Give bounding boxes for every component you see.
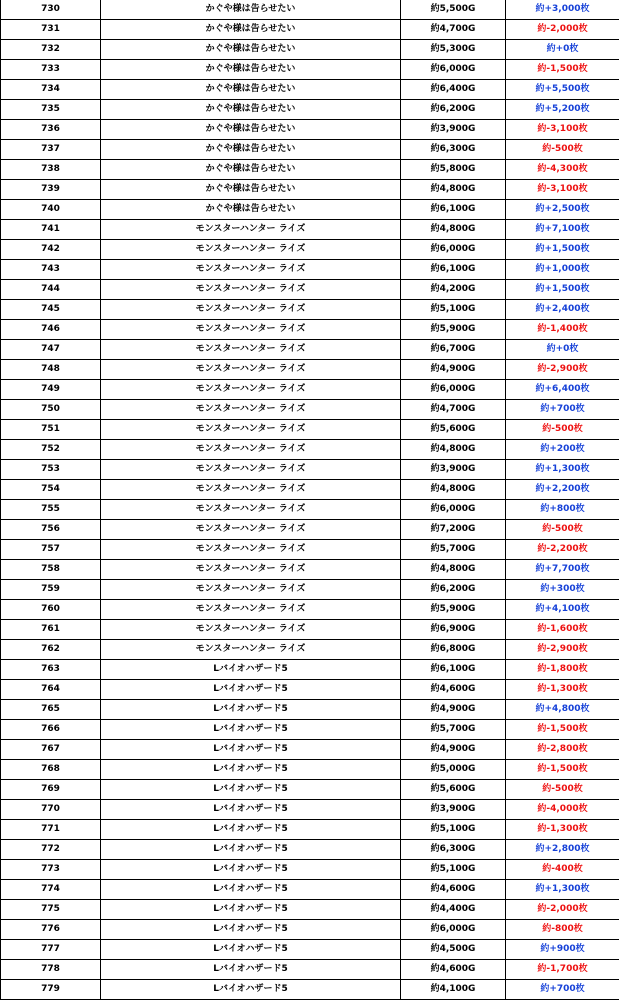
- table-row: [1, 200, 619, 220]
- diff-value: 約+300枚: [506, 580, 619, 600]
- machine-title: かぐや様は告らせたい: [101, 120, 401, 140]
- diff-value: 約-500枚: [506, 420, 619, 440]
- row-number: 731: [1, 20, 101, 40]
- machine-title: モンスターハンター ライズ: [101, 300, 401, 320]
- machine-title: モンスターハンター ライズ: [101, 360, 401, 380]
- diff-value: 約-2,000枚: [506, 20, 619, 40]
- machine-title: Lバイオハザード5: [101, 980, 401, 1000]
- price-value: 約4,900G: [401, 360, 506, 380]
- price-value: 約4,800G: [401, 480, 506, 500]
- machine-title: かぐや様は告らせたい: [101, 100, 401, 120]
- machine-title: モンスターハンター ライズ: [101, 560, 401, 580]
- table-row: [1, 420, 619, 440]
- diff-value: 約+0枚: [506, 40, 619, 60]
- row-number: 754: [1, 480, 101, 500]
- diff-value: 約-500枚: [506, 140, 619, 160]
- table-row: [1, 560, 619, 580]
- table-row: [1, 500, 619, 520]
- row-number: 732: [1, 40, 101, 60]
- diff-value: 約-2,000枚: [506, 900, 619, 920]
- price-value: 約5,100G: [401, 820, 506, 840]
- machine-title: モンスターハンター ライズ: [101, 500, 401, 520]
- table-row: [1, 540, 619, 560]
- row-number: 765: [1, 700, 101, 720]
- table-row: [1, 280, 619, 300]
- row-number: 741: [1, 220, 101, 240]
- price-value: 約5,100G: [401, 860, 506, 880]
- price-value: 約5,700G: [401, 540, 506, 560]
- diff-value: 約-1,500枚: [506, 60, 619, 80]
- price-value: 約6,100G: [401, 260, 506, 280]
- row-number: 750: [1, 400, 101, 420]
- diff-value: 約-1,600枚: [506, 620, 619, 640]
- row-number: 777: [1, 940, 101, 960]
- table-row: [1, 760, 619, 780]
- row-number: 761: [1, 620, 101, 640]
- price-value: 約6,300G: [401, 140, 506, 160]
- row-number: 736: [1, 120, 101, 140]
- price-value: 約4,900G: [401, 700, 506, 720]
- price-value: 約5,800G: [401, 160, 506, 180]
- price-value: 約6,100G: [401, 660, 506, 680]
- table-row: [1, 660, 619, 680]
- machine-title: Lバイオハザード5: [101, 660, 401, 680]
- table-row: [1, 440, 619, 460]
- machine-title: Lバイオハザード5: [101, 820, 401, 840]
- price-value: 約6,000G: [401, 500, 506, 520]
- table-row: [1, 380, 619, 400]
- row-number: 747: [1, 340, 101, 360]
- table-row: [1, 360, 619, 380]
- diff-value: 約+800枚: [506, 500, 619, 520]
- machine-title: Lバイオハザード5: [101, 920, 401, 940]
- row-number: 766: [1, 720, 101, 740]
- machine-title: かぐや様は告らせたい: [101, 20, 401, 40]
- price-value: 約4,800G: [401, 560, 506, 580]
- price-value: 約4,800G: [401, 220, 506, 240]
- table-row: [1, 980, 619, 1000]
- machine-title: モンスターハンター ライズ: [101, 220, 401, 240]
- machine-title: Lバイオハザード5: [101, 720, 401, 740]
- price-value: 約5,900G: [401, 320, 506, 340]
- row-number: 734: [1, 80, 101, 100]
- diff-value: 約+2,200枚: [506, 480, 619, 500]
- table-row: [1, 940, 619, 960]
- machine-title: モンスターハンター ライズ: [101, 480, 401, 500]
- diff-value: 約+200枚: [506, 440, 619, 460]
- price-value: 約6,000G: [401, 60, 506, 80]
- price-value: 約6,300G: [401, 840, 506, 860]
- diff-value: 約+7,700枚: [506, 560, 619, 580]
- diff-value: 約+1,000枚: [506, 260, 619, 280]
- table-row: [1, 100, 619, 120]
- machine-title: モンスターハンター ライズ: [101, 600, 401, 620]
- table-row: [1, 600, 619, 620]
- diff-value: 約+0枚: [506, 340, 619, 360]
- price-value: 約5,600G: [401, 420, 506, 440]
- table-row: [1, 800, 619, 820]
- price-value: 約6,200G: [401, 580, 506, 600]
- row-number: 764: [1, 680, 101, 700]
- table-row: [1, 700, 619, 720]
- machine-title: かぐや様は告らせたい: [101, 140, 401, 160]
- machine-title: かぐや様は告らせたい: [101, 160, 401, 180]
- price-value: 約4,900G: [401, 740, 506, 760]
- diff-value: 約-2,200枚: [506, 540, 619, 560]
- table-row: [1, 80, 619, 100]
- table-row: [1, 260, 619, 280]
- machine-title: Lバイオハザード5: [101, 900, 401, 920]
- diff-value: 約-1,700枚: [506, 960, 619, 980]
- row-number: 768: [1, 760, 101, 780]
- machine-title: モンスターハンター ライズ: [101, 520, 401, 540]
- diff-value: 約-2,900枚: [506, 640, 619, 660]
- table-row: [1, 920, 619, 940]
- diff-value: 約-4,300枚: [506, 160, 619, 180]
- table-row: [1, 840, 619, 860]
- diff-value: 約-4,000枚: [506, 800, 619, 820]
- row-number: 740: [1, 200, 101, 220]
- diff-value: 約-1,400枚: [506, 320, 619, 340]
- diff-value: 約-3,100枚: [506, 180, 619, 200]
- price-value: 約5,300G: [401, 40, 506, 60]
- table-row: [1, 320, 619, 340]
- table-row: [1, 780, 619, 800]
- table-row: [1, 960, 619, 980]
- row-number: 774: [1, 880, 101, 900]
- table-row: [1, 460, 619, 480]
- price-value: 約4,800G: [401, 440, 506, 460]
- machine-title: Lバイオハザード5: [101, 860, 401, 880]
- table-row: [1, 0, 619, 20]
- price-value: 約4,200G: [401, 280, 506, 300]
- price-value: 約5,500G: [401, 0, 506, 20]
- table-row: [1, 680, 619, 700]
- table-row: [1, 400, 619, 420]
- machine-title: かぐや様は告らせたい: [101, 40, 401, 60]
- machine-title: モンスターハンター ライズ: [101, 640, 401, 660]
- row-number: 748: [1, 360, 101, 380]
- machine-title: かぐや様は告らせたい: [101, 80, 401, 100]
- machine-title: モンスターハンター ライズ: [101, 540, 401, 560]
- row-number: 752: [1, 440, 101, 460]
- table-row: [1, 40, 619, 60]
- machine-title: モンスターハンター ライズ: [101, 380, 401, 400]
- diff-value: 約+1,300枚: [506, 460, 619, 480]
- diff-value: 約-2,800枚: [506, 740, 619, 760]
- price-value: 約4,600G: [401, 880, 506, 900]
- row-number: 737: [1, 140, 101, 160]
- price-value: 約5,600G: [401, 780, 506, 800]
- price-value: 約4,800G: [401, 180, 506, 200]
- price-value: 約4,700G: [401, 20, 506, 40]
- row-number: 759: [1, 580, 101, 600]
- table-row: [1, 220, 619, 240]
- table-row: [1, 160, 619, 180]
- row-number: 739: [1, 180, 101, 200]
- results-table-body: [1, 0, 619, 1000]
- diff-value: 約-500枚: [506, 780, 619, 800]
- diff-value: 約-400枚: [506, 860, 619, 880]
- machine-title: Lバイオハザード5: [101, 940, 401, 960]
- row-number: 762: [1, 640, 101, 660]
- row-number: 749: [1, 380, 101, 400]
- machine-title: Lバイオハザード5: [101, 700, 401, 720]
- row-number: 730: [1, 0, 101, 20]
- diff-value: 約+1,300枚: [506, 880, 619, 900]
- price-value: 約3,900G: [401, 460, 506, 480]
- machine-title: モンスターハンター ライズ: [101, 440, 401, 460]
- machine-title: モンスターハンター ライズ: [101, 240, 401, 260]
- row-number: 745: [1, 300, 101, 320]
- diff-value: 約+2,800枚: [506, 840, 619, 860]
- table-row: [1, 180, 619, 200]
- row-number: 744: [1, 280, 101, 300]
- price-value: 約4,700G: [401, 400, 506, 420]
- machine-title: モンスターハンター ライズ: [101, 340, 401, 360]
- row-number: 771: [1, 820, 101, 840]
- price-value: 約4,100G: [401, 980, 506, 1000]
- price-value: 約5,700G: [401, 720, 506, 740]
- diff-value: 約+7,100枚: [506, 220, 619, 240]
- row-number: 760: [1, 600, 101, 620]
- diff-value: 約+1,500枚: [506, 240, 619, 260]
- diff-value: 約-1,800枚: [506, 660, 619, 680]
- diff-value: 約-1,300枚: [506, 820, 619, 840]
- diff-value: 約+3,000枚: [506, 0, 619, 20]
- price-value: 約4,600G: [401, 960, 506, 980]
- price-value: 約5,100G: [401, 300, 506, 320]
- machine-title: Lバイオハザード5: [101, 760, 401, 780]
- price-value: 約5,000G: [401, 760, 506, 780]
- machine-title: モンスターハンター ライズ: [101, 420, 401, 440]
- price-value: 約6,000G: [401, 240, 506, 260]
- price-value: 約6,400G: [401, 80, 506, 100]
- machine-title: モンスターハンター ライズ: [101, 620, 401, 640]
- machine-title: Lバイオハザード5: [101, 740, 401, 760]
- diff-value: 約-500枚: [506, 520, 619, 540]
- diff-value: 約-3,100枚: [506, 120, 619, 140]
- row-number: 769: [1, 780, 101, 800]
- row-number: 755: [1, 500, 101, 520]
- price-value: 約5,900G: [401, 600, 506, 620]
- machine-title: モンスターハンター ライズ: [101, 460, 401, 480]
- machine-title: かぐや様は告らせたい: [101, 60, 401, 80]
- row-number: 773: [1, 860, 101, 880]
- row-number: 758: [1, 560, 101, 580]
- table-row: [1, 140, 619, 160]
- table-row: [1, 480, 619, 500]
- machine-title: モンスターハンター ライズ: [101, 400, 401, 420]
- table-row: [1, 740, 619, 760]
- table-row: [1, 580, 619, 600]
- price-value: 約6,700G: [401, 340, 506, 360]
- diff-value: 約-1,500枚: [506, 720, 619, 740]
- row-number: 763: [1, 660, 101, 680]
- table-row: [1, 820, 619, 840]
- price-value: 約3,900G: [401, 800, 506, 820]
- table-row: [1, 720, 619, 740]
- diff-value: 約+2,500枚: [506, 200, 619, 220]
- machine-title: かぐや様は告らせたい: [101, 180, 401, 200]
- table-row: [1, 860, 619, 880]
- diff-value: 約+700枚: [506, 980, 619, 1000]
- row-number: 742: [1, 240, 101, 260]
- diff-value: 約+1,500枚: [506, 280, 619, 300]
- price-value: 約4,500G: [401, 940, 506, 960]
- machine-title: モンスターハンター ライズ: [101, 260, 401, 280]
- diff-value: 約+6,400枚: [506, 380, 619, 400]
- price-value: 約4,400G: [401, 900, 506, 920]
- diff-value: 約+900枚: [506, 940, 619, 960]
- table-row: [1, 60, 619, 80]
- table-row: [1, 300, 619, 320]
- row-number: 776: [1, 920, 101, 940]
- machine-title: Lバイオハザード5: [101, 680, 401, 700]
- machine-title: モンスターハンター ライズ: [101, 580, 401, 600]
- row-number: 770: [1, 800, 101, 820]
- table-row: [1, 520, 619, 540]
- row-number: 746: [1, 320, 101, 340]
- price-value: 約6,900G: [401, 620, 506, 640]
- price-value: 約3,900G: [401, 120, 506, 140]
- diff-value: 約-1,300枚: [506, 680, 619, 700]
- price-value: 約6,200G: [401, 100, 506, 120]
- price-value: 約7,200G: [401, 520, 506, 540]
- diff-value: 約+2,400枚: [506, 300, 619, 320]
- row-number: 778: [1, 960, 101, 980]
- machine-title: Lバイオハザード5: [101, 880, 401, 900]
- row-number: 733: [1, 60, 101, 80]
- table-row: [1, 900, 619, 920]
- machine-title: かぐや様は告らせたい: [101, 0, 401, 20]
- diff-value: 約+4,800枚: [506, 700, 619, 720]
- machine-title: Lバイオハザード5: [101, 960, 401, 980]
- diff-value: 約+5,200枚: [506, 100, 619, 120]
- row-number: 775: [1, 900, 101, 920]
- price-value: 約6,000G: [401, 380, 506, 400]
- diff-value: 約-2,900枚: [506, 360, 619, 380]
- row-number: 772: [1, 840, 101, 860]
- table-row: [1, 620, 619, 640]
- price-value: 約6,800G: [401, 640, 506, 660]
- machine-title: モンスターハンター ライズ: [101, 320, 401, 340]
- price-value: 約6,000G: [401, 920, 506, 940]
- machine-title: Lバイオハザード5: [101, 780, 401, 800]
- row-number: 738: [1, 160, 101, 180]
- row-number: 751: [1, 420, 101, 440]
- diff-value: 約+5,500枚: [506, 80, 619, 100]
- row-number: 753: [1, 460, 101, 480]
- row-number: 735: [1, 100, 101, 120]
- diff-value: 約+4,100枚: [506, 600, 619, 620]
- machine-title: Lバイオハザード5: [101, 840, 401, 860]
- diff-value: 約-800枚: [506, 920, 619, 940]
- row-number: 743: [1, 260, 101, 280]
- table-row: [1, 340, 619, 360]
- table-row: [1, 240, 619, 260]
- table-row: [1, 880, 619, 900]
- price-value: 約4,600G: [401, 680, 506, 700]
- row-number: 756: [1, 520, 101, 540]
- machine-title: かぐや様は告らせたい: [101, 200, 401, 220]
- machine-title: モンスターハンター ライズ: [101, 280, 401, 300]
- row-number: 757: [1, 540, 101, 560]
- table-row: [1, 640, 619, 660]
- table-row: [1, 20, 619, 40]
- price-value: 約6,100G: [401, 200, 506, 220]
- diff-value: 約-1,500枚: [506, 760, 619, 780]
- table-row: [1, 120, 619, 140]
- machine-title: Lバイオハザード5: [101, 800, 401, 820]
- diff-value: 約+700枚: [506, 400, 619, 420]
- row-number: 767: [1, 740, 101, 760]
- row-number: 779: [1, 980, 101, 1000]
